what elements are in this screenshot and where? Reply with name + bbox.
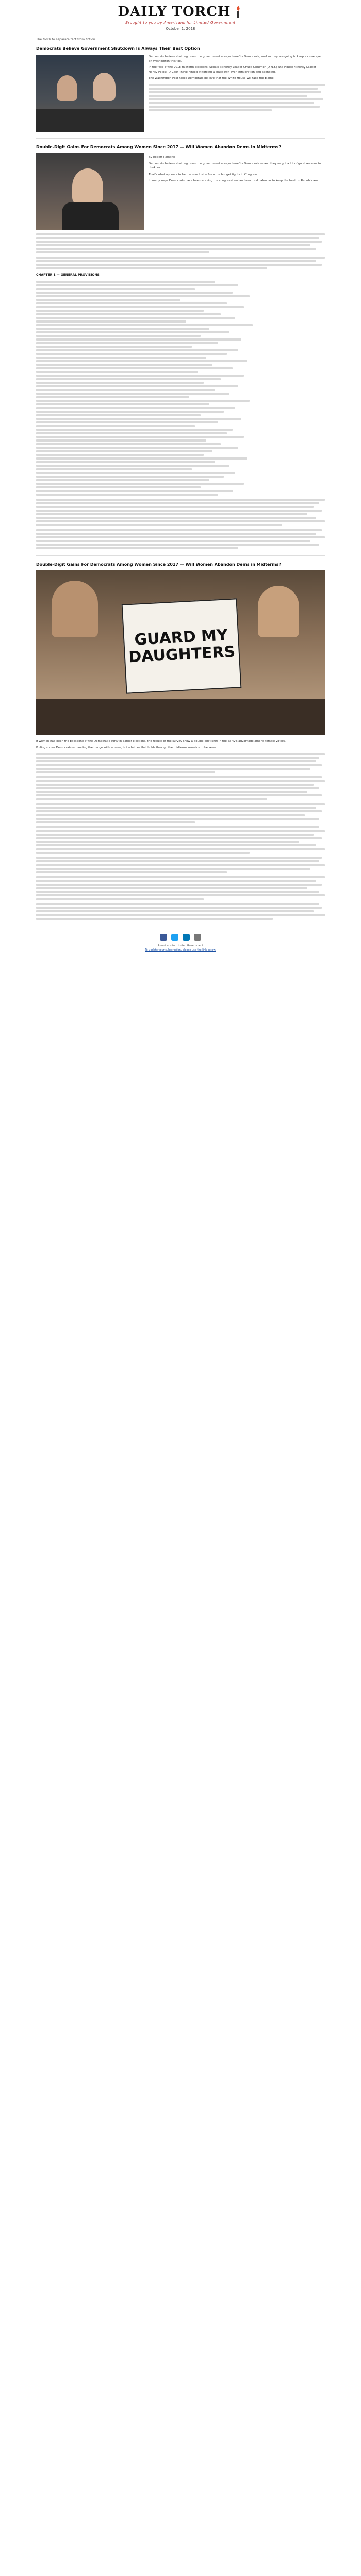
article-1-paragraph: The Washington Post notes Democrats believe that the White House will take the blame. (149, 77, 275, 80)
torch-icon (234, 5, 243, 19)
article-1 (36, 46, 325, 132)
article-1-paragraph: In the face of the 2018 midterm elections, Senate Minority Leader Chuck Schumer (D-N.Y.) and House Minority Leader Nancy Pelosi (D-Calif.) have hinted at forcing a shutdown over immigration and spending. (149, 66, 316, 74)
article-2-headline[interactable]: Double-Digit Gains For Democrats Among Women Since 2017 — Will Women Abandon Dems in Midterms? (36, 145, 282, 149)
article-3 (36, 562, 325, 920)
issue-date: October 1, 2018 (166, 27, 195, 31)
article-2-paragraph: Democrats believe shutting down the government always benefits Democrats — and they've got a lot of good reasons to think so. (149, 162, 321, 170)
section-header: CHAPTER 1 — GENERAL PROVISIONS (36, 273, 100, 277)
article-3-paragraph: If women had been the backbone of the Democratic Party in earlier elections, the results of the survey show a double-digit shift in the party's advantage among female voters. (36, 739, 286, 743)
footer-org: Americans for Limited Government (158, 944, 203, 948)
logo[interactable] (118, 4, 243, 20)
masthead (36, 4, 325, 33)
article-2 (36, 145, 325, 549)
article-3-photo (36, 570, 325, 735)
article-3-headline[interactable]: Double-Digit Gains For Democrats Among Women Since 2017 — Will Women Abandon Dems in Midterms? (36, 562, 282, 567)
article-2-photo (36, 153, 144, 230)
article-2-body (36, 233, 325, 549)
unsubscribe-link[interactable]: To update your subscription, please use the link below. (145, 948, 216, 952)
article-2-paragraph: That's what appears to be the conclusion from the budget fights in Congress. (149, 173, 259, 176)
article-2-paragraph: In many ways Democrats have been working the congressional and electoral calendar to keep the heat on Republicans. (149, 179, 319, 183)
article-1-paragraph: Democrats believe shutting down the government always benefits Democrats, and so they are going to keep a close eye on Washington this fall. (149, 55, 321, 63)
article-3-body (36, 739, 325, 920)
twitter-icon[interactable] (171, 934, 178, 941)
intro-text: The torch to separate fact from fiction. (36, 38, 96, 41)
byline: By Robert Romano (149, 156, 175, 159)
article-1-headline[interactable]: Democrats Believe Government Shutdown Is Always Their Best Option (36, 46, 200, 51)
facebook-icon[interactable] (160, 934, 167, 941)
footer (36, 934, 325, 952)
tagline: Brought to you by Americans for Limited Government (125, 21, 236, 25)
article-1-photo (36, 55, 144, 132)
protest-sign: GUARD MY DAUGHTERS (122, 598, 242, 693)
provisions-list (36, 281, 325, 496)
share-row (36, 934, 325, 941)
newsletter-page (36, 0, 325, 952)
article-1-text-block (149, 84, 325, 111)
logo-text: DAILY TORCH (118, 4, 231, 20)
email-icon[interactable] (194, 934, 201, 941)
linkedin-icon[interactable] (183, 934, 190, 941)
article-3-paragraph: Polling shows Democrats expanding their edge with women, but whether that holds through the midterms remains to be seen. (36, 746, 217, 750)
